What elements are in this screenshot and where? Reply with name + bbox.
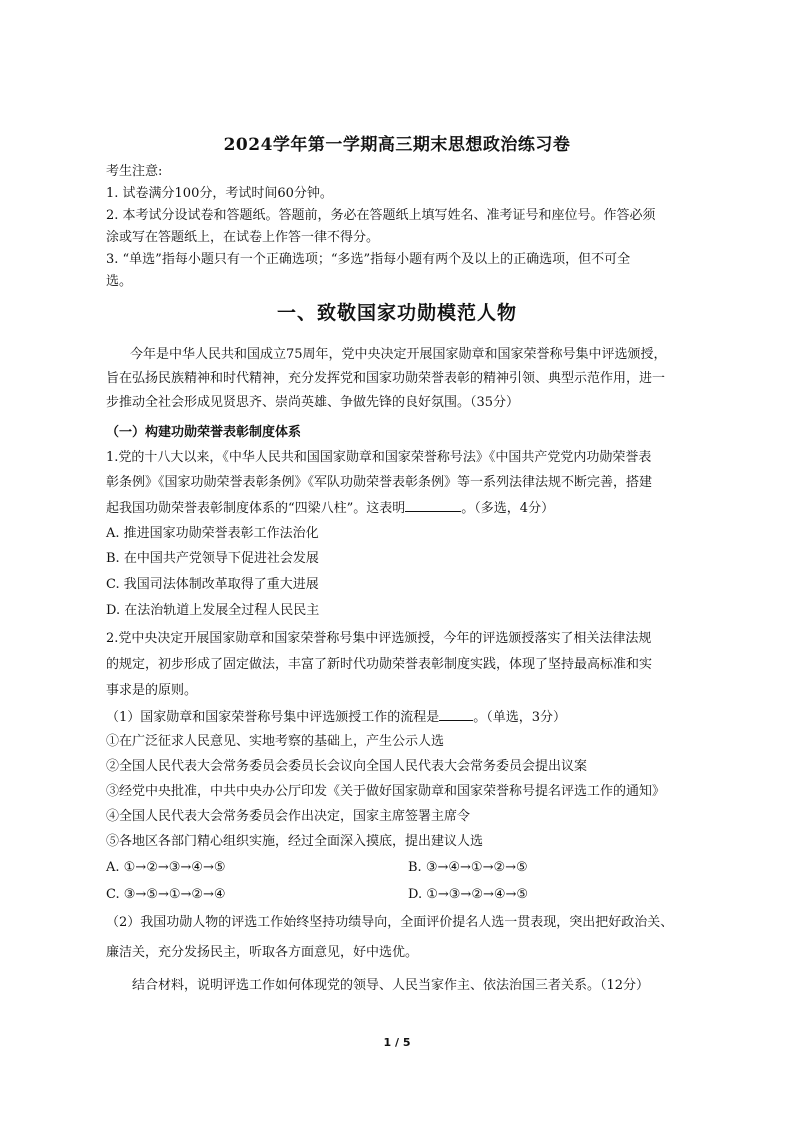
exam-title: 2024学年第一学期高三期末思想政治练习卷 [223, 135, 571, 155]
q1-stem-text: 起我国功勋荣誉表彰制度体系的“四梁八柱”。这表明 [106, 501, 406, 516]
notice-line-1: 1. 试卷满分100分，考试时间60分钟。 [106, 186, 333, 201]
notice-line-3b: 选。 [106, 274, 133, 289]
q2-part1-answer-blank [439, 708, 473, 721]
q1-line-2: 彰条例》《国家功勋荣誉表彰条例》《军队功勋荣誉表彰条例》等一系列法律法规不断完善，搭建 [106, 475, 653, 490]
q2-statement-2: ②全国人民代表大会常务委员会委员长会议向全国人民代表大会常务委员会提出议案 [106, 759, 588, 774]
q2-line-1: 2.党中央决定开展国家勋章和国家荣誉称号集中评选颁授，今年的评选颁授落实了相关法律法规 [106, 631, 652, 646]
q1-answer-blank [405, 499, 461, 512]
q2-part2-question: 结合材料，说明评选工作如何体现党的领导、人民当家作主、依法治国三者关系。（12分） [132, 978, 650, 993]
intro-line-2: 旨在弘扬民族精神和时代精神，充分发挥党和国家功勋荣誉表彰的精神引领、典型示范作用，进一 [106, 371, 666, 386]
q2-part2-line-2: 廉洁关，充分发扬民主，听取各方面意见，好中选优。 [106, 945, 419, 960]
notice-line-3a: 3. “单选”指每小题只有一个正确选项；“多选”指每小题有两个及以上的正确选项，但不可全 [106, 252, 631, 267]
q1-line-1: 1.党的十八大以来，《中华人民共和国国家勋章和国家荣誉称号法》《中国共产党党内功勋荣誉表 [106, 450, 652, 465]
q2-statement-5: ⑤各地区各部门精心组织实施，经过全面深入摸底，提出建议人选 [106, 834, 484, 849]
intro-line-1: 今年是中华人民共和国成立75周年，党中央决定开展国家勋章和国家荣誉称号集中评选颁授， [130, 347, 667, 362]
subsection-title: （一）构建功勋荣誉表彰制度体系 [106, 425, 302, 440]
q2-part1-text: （1）国家勋章和国家荣誉称号集中评选颁授工作的流程是 [106, 710, 440, 725]
q1-option-b: B. 在中国共产党领导下促进社会发展 [106, 551, 319, 566]
q1-line-3 [106, 499, 554, 518]
q2-part2-line-1: （2）我国功勋人物的评选工作始终坚持功绩导向，全面评价提名人选一贯表现，突出把好政治关、 [106, 915, 674, 930]
notice-heading: 考生注意: [106, 164, 163, 179]
q1-option-c: C. 我国司法体制改革取得了重大进展 [106, 577, 319, 592]
page-number: 1 / 5 [383, 1036, 411, 1049]
q2-statement-4: ④全国人民代表大会常务委员会作出决定，国家主席签署主席令 [106, 809, 471, 824]
notice-line-2b: 涂或写在答题纸上，在试卷上作答一律不得分。 [106, 230, 380, 245]
q2-statement-3: ③经党中央批准，中共中央办公厅印发《关于做好国家勋章和国家荣誉称号提名评选工作的通知》 [106, 784, 666, 799]
q2-option-d: D. ①→③→②→④→⑤ [408, 887, 529, 902]
q2-option-c: C. ③→⑤→①→②→④ [106, 887, 226, 902]
intro-line-3: 步推动全社会形成见贤思齐、崇尚英雄、争做先锋的良好氛围。（35分） [106, 395, 520, 410]
q2-part1-suffix: 。（单选，3分） [473, 710, 567, 725]
q1-option-d: D. 在法治轨道上发展全过程人民民主 [106, 603, 320, 618]
q2-option-b: B. ③→④→①→②→⑤ [408, 860, 528, 875]
q2-statement-1: ①在广泛征求人民意见、实地考察的基础上，产生公示人选 [106, 734, 445, 749]
notice-line-2a: 2. 本考试分设试卷和答题纸。答题前，务必在答题纸上填写姓名、准考证号和座位号。作答必须 [106, 208, 656, 223]
q2-part1-stem [106, 708, 566, 727]
q1-option-a: A. 推进国家功勋荣誉表彰工作法治化 [106, 526, 319, 541]
section-title: 一、致敬国家功勋模范人物 [276, 302, 517, 324]
q2-line-2: 的规定，初步形成了固定做法，丰富了新时代功勋荣誉表彰制度实践，体现了坚持最高标准和实 [106, 657, 653, 672]
q2-line-3: 事求是的原则。 [106, 683, 198, 698]
q1-stem-suffix: 。（多选，4分） [461, 501, 555, 516]
q2-option-a: A. ①→②→③→④→⑤ [106, 860, 226, 875]
